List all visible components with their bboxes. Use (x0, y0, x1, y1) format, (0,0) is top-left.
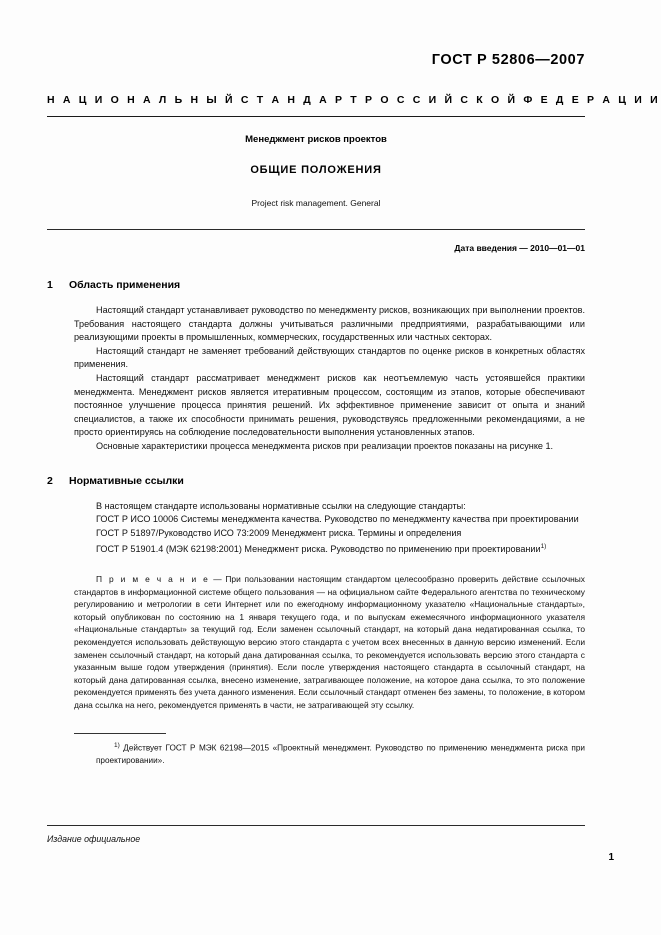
note-text: — При пользовании настоящим стандартом целесообразно проверить действие ссылочных стандартов в информационной системе общего пользования — на официальном сайте Федерального агентства по техническому регулированию и метрологии в сети Интернет или по ежегодному информационному указателю «Национальные стандарты», который опубликован по состоянию на 1 января текущего года, и по выпускам ежемесячного информационного указателя «Национальные стандарты» за текущий год. Если заменен ссылочный стандарт, на который дана недатированная ссылка, то рекомендуется использовать действующую версию этого стандарта с учетом всех внесенных в данную версию изменений. Если заменен ссылочный стандарт, на который дана датированная ссылка, то рекомендуется использовать версию этого стандарта с указанным выше годом утверждения (принятия). Если после утверждения настоящего стандарта в ссылочный стандарт, на который дана датированная ссылка, внесено изменение, затрагивающее положение, на которое дана ссылка, то это положение рекомендуется применять без учета данного изменения. Если ссылочный стандарт отменен без замены, то положение, в котором дана ссылка на него, рекомендуется применять в части, не затрагивающей эту ссылку. (74, 573, 585, 710)
footnote (74, 740, 585, 767)
paragraph: Настоящий стандарт рассматривает менеджмент рисков как неотъемлемую часть устоявшейся практики менеджмента. Менеджмент рисков является итеративным процессом, состоящим из этапов, которые обеспечивают постоянное улучшение процесса принятия решений. Их эффективное применение зависит от опыта и знаний специалистов, а также их способности принимать решения, руководствуясь предложенными рекомендациями, а не просто ориентируясь на соблюдение последовательности выполнения установленных этапов. (74, 372, 585, 438)
paragraph: Настоящий стандарт устанавливает руководство по менеджменту рисков, возникающих при выполнении проектов. Требования настоящего стандарта должны учитываться различными предприятиями, разрабатывающими или реализующими проекты в промышленных, коммерческих, государственных или частных секторах. (74, 305, 585, 343)
introduction-date: Дата введения — 2010—01—01 (454, 243, 585, 253)
paragraph: ГОСТ Р 51897/Руководство ИСО 73:2009 Менеджмент риска. Термины и определения (96, 527, 462, 538)
national-standard-heading: Н А Ц И О Н А Л Ь Н Ы Й С Т А Н Д А Р Т Р О С С И Й С К О Й Ф Е Д Е Р А Ц И И (47, 94, 661, 106)
footnote-marker: 1) (114, 742, 120, 750)
document-title: Менеджмент рисков проектов (245, 134, 387, 145)
section-title-1: Область применения (69, 279, 181, 291)
note-block (74, 573, 585, 712)
standard-number: ГОСТ Р 52806—2007 (431, 52, 585, 68)
section-number-1: 1 (47, 279, 53, 291)
title-block (47, 117, 585, 208)
section-heading-1 (47, 279, 585, 291)
section-heading-2 (47, 475, 585, 487)
paragraph: Основные характеристики процесса менеджмента рисков при реализации проектов показаны на рисунке 1. (96, 440, 554, 451)
page-footer (47, 825, 585, 844)
section-spacer (47, 454, 585, 475)
section-number-2: 2 (47, 474, 53, 487)
footnote-marker-ref: 1) (540, 543, 547, 551)
footer-divider (47, 825, 585, 826)
paragraph: Настоящий стандарт не заменяет требований действующих стандартов по оценке рисков в конкретных областях применения. (74, 345, 585, 370)
section-title-2: Нормативные ссылки (69, 474, 184, 487)
document-title-english: Project risk management. General (251, 198, 381, 208)
paragraph (74, 540, 585, 557)
paragraph: В настоящем стандарте использованы нормативные ссылки на следующие стандарты: (96, 500, 466, 511)
document-content (47, 52, 661, 768)
document-subtitle: ОБЩИЕ ПОЛОЖЕНИЯ (250, 164, 382, 176)
note-label: П р и м е ч а н и е (96, 573, 210, 584)
edition-label: Издание официальное (47, 834, 141, 844)
footnote-text: Действует ГОСТ Р МЭК 62198—2015 «Проектный менеджмент. Руководство по применению менеджмента риска при проектировании». (96, 744, 585, 766)
footnote-divider (74, 733, 166, 734)
paragraph: ГОСТ Р ИСО 10006 Системы менеджмента качества. Руководство по менеджменту качества при проектировании (96, 514, 579, 525)
paragraph-text: ГОСТ Р 51901.4 (МЭК 62198:2001) Менеджмент риска. Руководство по применению при проектировании (96, 544, 541, 555)
section-body-2 (47, 500, 585, 768)
section-body-1 (47, 304, 585, 454)
page-number: 1 (608, 852, 614, 863)
